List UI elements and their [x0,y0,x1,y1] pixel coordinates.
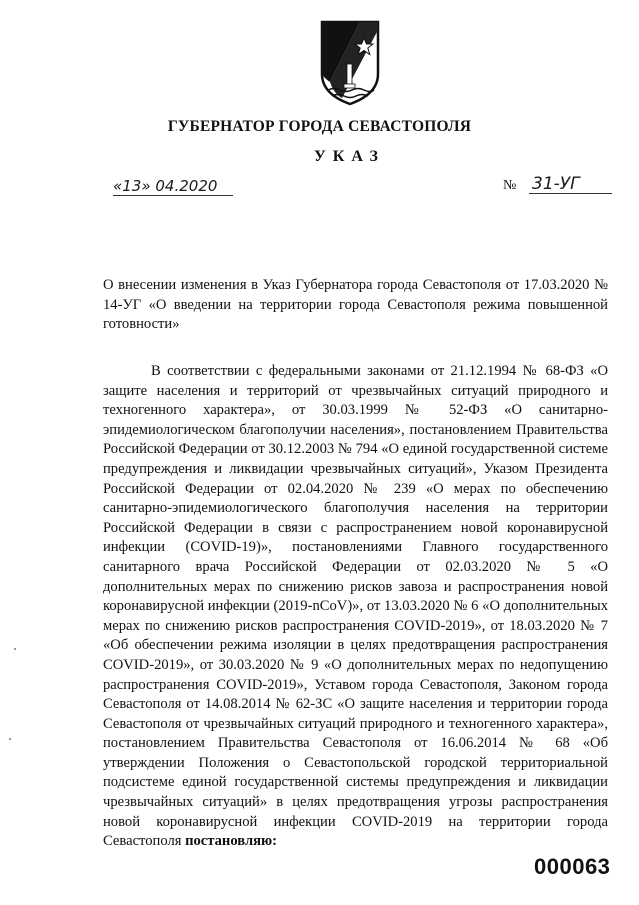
scan-speck [9,738,11,740]
number-underline [529,193,612,194]
preamble-text: В соответствии с федеральными законами от 21.12.1994 № 68-ФЗ «О защите населения и территорий от чрезвычайных ситуаций природного и техногенного характера», от 30.03.1999 № 52-ФЗ «О санитарно-эпидемиологическом благополучии населения», постановлением Правительства Российской Федерации от 30.12.2003 № 794 «О единой государственной системе предупреждения и ликвидации чрезвычайных ситуаций», Указом Президента Российской Федерации от 02.04.2020 № 239 «О мерах по обеспечению санитарно-эпидемиологического благополучия населения на территории Российской Федерации в связи с распространением новой коронавирусной инфекции (COVID-19)», постановлениями Главного государственного санитарного врача Российской Федерации от 02.03.2020 № 5 «О дополнительных мерах по снижению рисков завоза и распространения новой коронавирусной инфекции (2019-nCoV)», от 13.03.2020 № 6 «О дополнительных мерах по снижению рисков распространения COVID-2019», от 18.03.2020 № 7 «Об обеспечении режима изоляции в целях предотвращения распространения COVID-2019», от 30.03.2020 № 9 «О дополнительных мерах по недопущению распространения COVID-2019», Уставом города Севастополя, Законом города Севастополя от 14.08.2014 № 62-ЗС «О защите населения и территории города Севастополя от чрезвычайных ситуаций природного и техногенного характера», постановлением Правительства Севастополя от 16.06.2014 № 68 «Об утверждении Положения о Севастопольской городской территориальной подсистеме единой государственной системы предупреждения и ликвидации чрезвычайных ситуаций» в целях предотвращения угрозы распространения новой коронавирусной инфекции COVID-2019 на территории города Севастополя [103,363,608,850]
document-date [113,177,233,195]
decree-preamble [103,362,608,852]
document-number [532,174,612,194]
sheet-number: 000063 [534,854,611,879]
document-date-value: «13» 04.2020 [113,177,218,195]
document-number-value: 31-УГ [532,174,580,194]
issuer-heading: ГУБЕРНАТОР ГОРОДА СЕВАСТОПОЛЯ [167,118,472,135]
preamble-emphasis: постановляю: [185,833,278,850]
date-underline [113,195,233,196]
decree-title: О внесении изменения в Указ Губернатора города Севастополя от 17.03.2020 № 14-УГ «О введении на территории города Севастополя режима повышенной готовности» [103,277,608,333]
document-type: УКАЗ [314,148,385,165]
scan-speck [14,648,16,650]
sevastopol-coat-of-arms-icon [320,20,380,106]
number-sign: № [503,178,517,193]
